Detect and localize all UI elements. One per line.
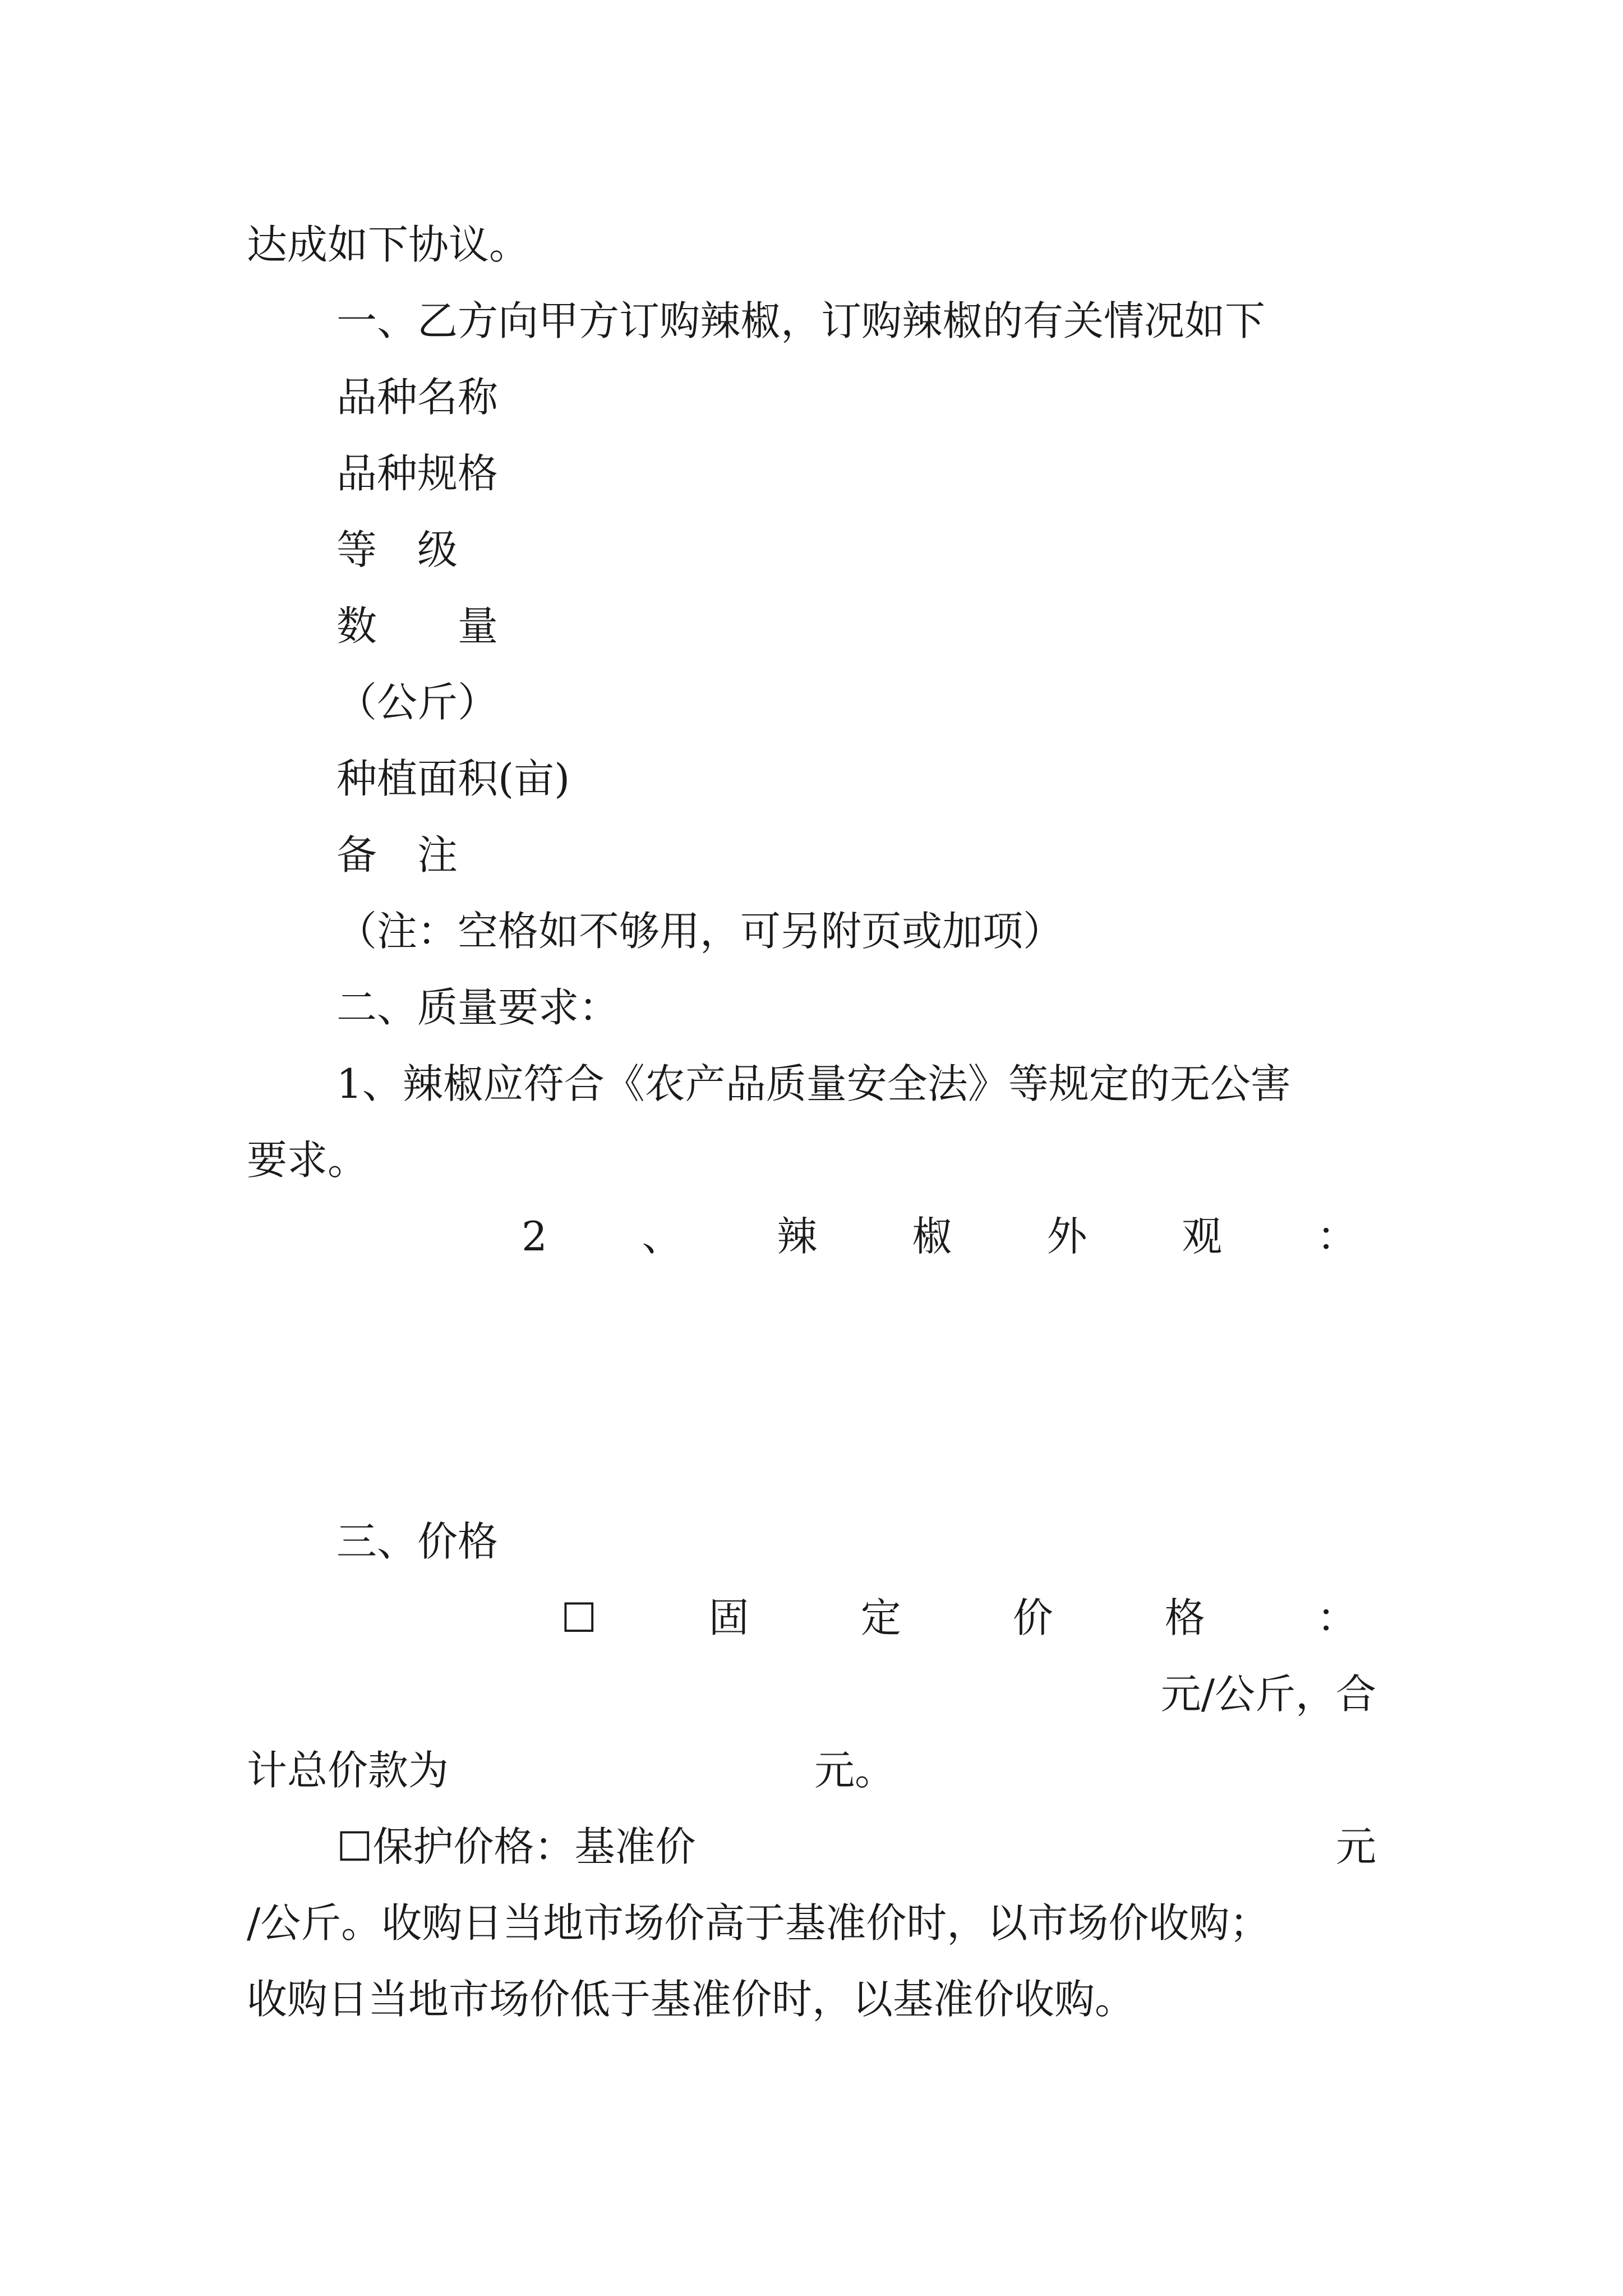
protect-price-label: ☐保护价格：基准价 [336,1823,696,1870]
agreement-intro: 达成如下协议。 [247,221,530,268]
field-planting-area: 种植面积(亩) [336,755,570,802]
requirement2-part: 、 [642,1213,683,1260]
total-unit: 元。 [814,1747,896,1794]
fixed-price-part: 价 [1012,1594,1053,1641]
protect-price-unit: 元 [1335,1823,1376,1870]
fixed-price-part: 定 [860,1594,901,1641]
section3-heading: 三、价格 [336,1518,499,1565]
total-label: 计总价款为 [247,1747,449,1794]
field-unit-kg: （公斤） [336,679,499,726]
protect-price-line2: /公斤。收购日当地市场价高于基准价时，以市场价收购； [247,1899,1270,1947]
requirement2-part: 辣 [777,1213,818,1260]
field-variety-spec: 品种规格 [336,450,499,497]
field-grade: 等 级 [336,526,458,573]
field-remarks: 备 注 [336,831,458,878]
fixed-price-unit: 元/公斤，合 [1160,1671,1376,1718]
requirement2-part: 观 [1182,1213,1223,1260]
section1-heading: 一、乙方向甲方订购辣椒，订购辣椒的有关情况如下 [336,297,1266,344]
fixed-price-checkbox[interactable]: ☐ [561,1594,597,1641]
requirement2-part: 外 [1046,1213,1087,1260]
requirement2-part: 椒 [911,1213,952,1260]
requirement2-line [522,1213,1357,1260]
requirement1-line1: 1、辣椒应符合《农产品质量安全法》等规定的无公害 [336,1060,1291,1107]
fixed-price-part: 固 [708,1594,749,1641]
requirement1-line2: 要求。 [247,1137,368,1184]
requirement2-part: 2 [522,1213,547,1260]
fixed-price-part: ： [1316,1594,1357,1641]
section2-heading: 二、质量要求： [336,984,620,1031]
note-text: （注：空格如不够用，可另附页或加项） [336,908,1064,955]
fixed-price-part: 格 [1164,1594,1205,1641]
fixed-price-line [561,1594,1357,1641]
requirement2-part: ： [1316,1213,1357,1260]
field-quantity: 数 量 [336,602,499,650]
protect-price-line3: 收购日当地市场价低于基准价时，以基准价收购。 [247,1976,1136,2023]
field-variety-name: 品种名称 [336,374,499,421]
